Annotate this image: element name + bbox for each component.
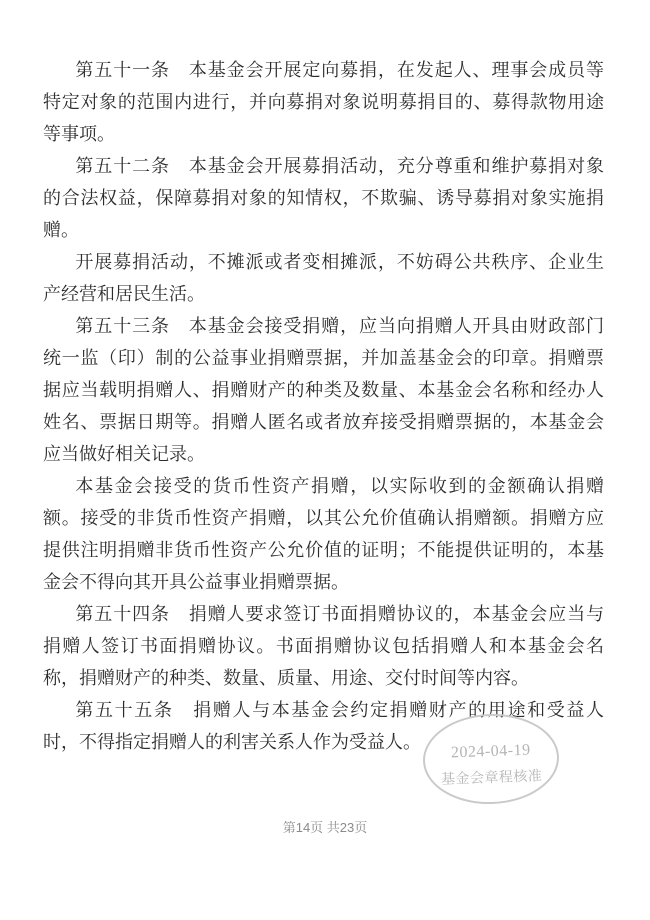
text-line: 捐赠人签订书面捐赠协议。书面捐赠协议包括捐赠人和本基金会名 [43,636,604,656]
text-line: 的合法权益，保障募捐对象的知情权，不欺骗、诱导募捐对象实施捐 [43,188,604,208]
text-line: 产经营和居民生活。 [43,284,205,304]
document-body [43,54,604,758]
text-line: 统一监（印）制的公益事业捐赠票据，并加盖基金会的印章。捐赠票 [43,348,604,368]
text-line: 称，捐赠财产的种类、数量、质量、用途、交付时间等内容。 [43,668,529,688]
page-footer [0,820,650,836]
text-line: 第五十五条 捐赠人与本基金会约定捐赠财产的用途和受益人 [75,700,604,720]
text-line: 本基金会接受的货币性资产捐赠，以实际收到的金额确认捐赠 [75,476,604,496]
stamp-label: 基金会章程核准 [440,769,543,788]
page-number: 第14页 共23页 [282,820,368,835]
text-line: 第五十一条 本基金会开展定向募捐，在发起人、理事会成员等 [75,60,604,80]
text-line: 额。接受的非货币性资产捐赠，以其公允价值确认捐赠额。捐赠方应 [43,508,604,528]
text-line: 赠。 [43,220,79,240]
stamp-date: 2024-04-19 [450,741,531,762]
text-line: 提供注明捐赠非货币性资产公允价值的证明；不能提供证明的，本基 [43,540,604,560]
text-line: 特定对象的范围内进行，并向募捐对象说明募捐目的、募得款物用途 [43,92,604,112]
text-line: 第五十二条 本基金会开展募捐活动，充分尊重和维护募捐对象 [75,156,604,176]
text-line: 姓名、票据日期等。捐赠人匿名或者放弃接受捐赠票据的，本基金会 [43,412,604,432]
text-line: 等事项。 [43,124,115,144]
text-line: 应当做好相关记录。 [43,444,205,464]
text-line: 据应当载明捐赠人、捐赠财产的种类及数量、本基金会名称和经办人 [43,380,604,400]
text-line: 金会不得向其开具公益事业捐赠票据。 [43,572,349,592]
text-line: 第五十三条 本基金会接受捐赠，应当向捐赠人开具由财政部门 [75,316,604,336]
text-line: 时，不得指定捐赠人的利害关系人作为受益人。 [43,732,421,752]
text-line: 开展募捐活动，不摊派或者变相摊派，不妨碍公共秩序、企业生 [75,252,604,272]
text-line: 第五十四条 捐赠人要求签订书面捐赠协议的，本基金会应当与 [75,604,604,624]
